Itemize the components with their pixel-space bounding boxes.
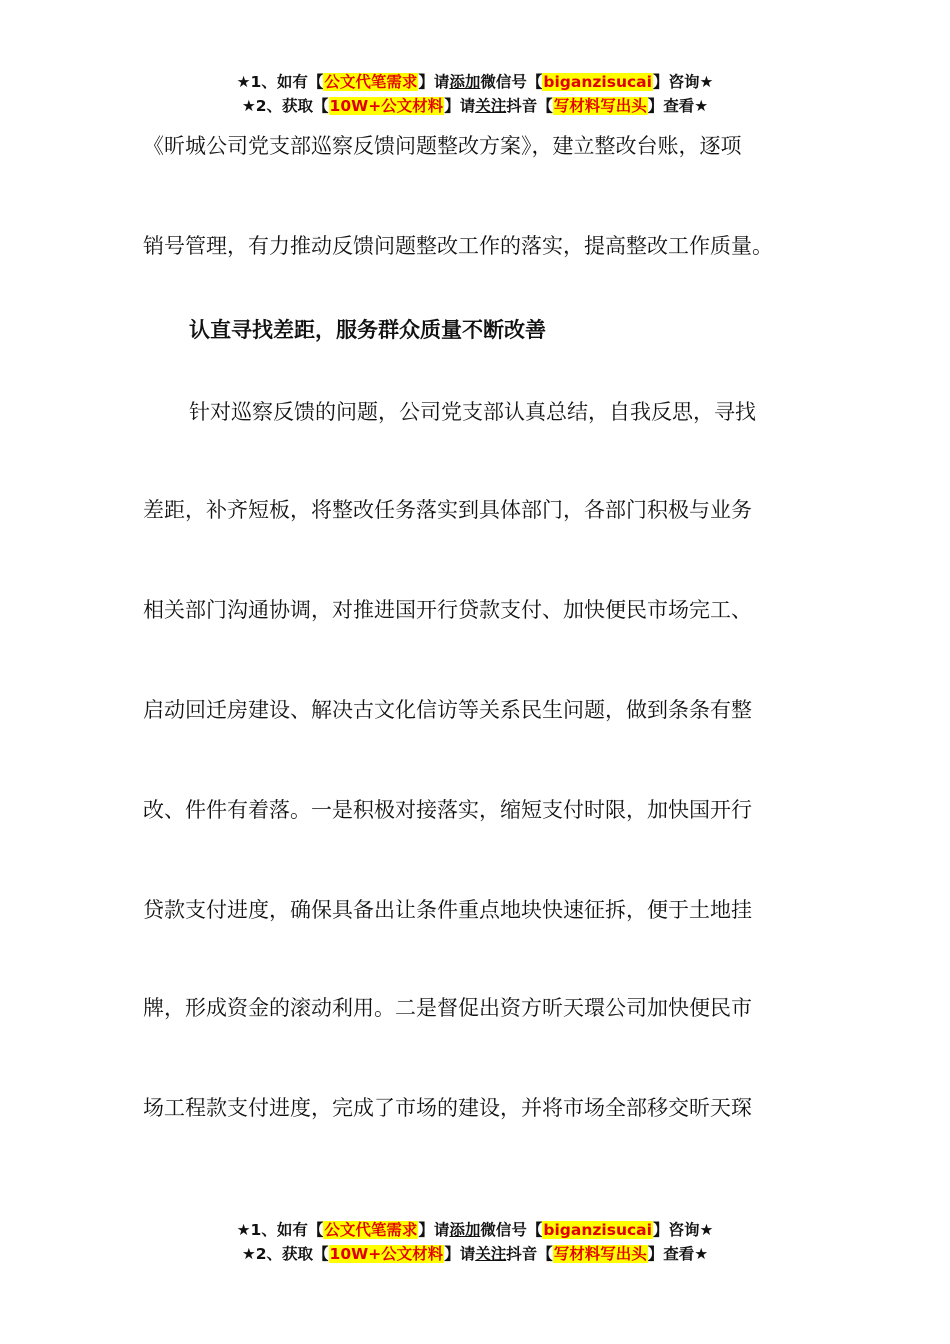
promo-line-1: ★1、如有【公文代笔需求】请添加微信号【biganzisucai】咨询★ — [236, 73, 714, 91]
body-line: 销号管理，有力推动反馈问题整改工作的落实，提高整改工作质量。 — [143, 234, 773, 258]
highlight-service: 公文代笔需求 — [324, 73, 418, 91]
top-promo-banner — [0, 70, 950, 118]
section-heading: 认直寻找差距，服务群众质量不断改善 — [189, 318, 546, 342]
body-line: 差距，补齐短板，将整改任务落实到具体部门，各部门积极与业务 — [143, 498, 752, 522]
highlight-service: 公文代笔需求 — [324, 1221, 418, 1239]
body-line: 场工程款支付进度，完成了市场的建设，并将市场全部移交昕天琛 — [143, 1096, 752, 1120]
promo-line-2: ★2、获取【10W+公文材料】请关注抖音【写材料写出头】查看★ — [241, 1245, 709, 1263]
promo-line-2: ★2、获取【10W+公文材料】请关注抖音【写材料写出头】查看★ — [241, 97, 709, 115]
body-line: 牌，形成资金的滚动利用。二是督促出资方昕天環公司加快便民市 — [143, 996, 752, 1020]
highlight-wechat-id: biganzisucai — [543, 73, 652, 91]
highlight-materials: 10W+公文材料 — [329, 97, 444, 115]
body-line: 贷款支付进度，确保具备出让条件重点地块快速征拆，便于土地挂 — [143, 898, 752, 922]
body-line: 相关部门沟通协调，对推进国开行贷款支付、加快便民市场完工、 — [143, 598, 752, 622]
highlight-materials: 10W+公文材料 — [329, 1245, 444, 1263]
body-line: 针对巡察反馈的问题，公司党支部认真总结，自我反思，寻找 — [189, 400, 756, 424]
bottom-promo-banner — [0, 1218, 950, 1266]
body-line: 《昕城公司党支部巡察反馈问题整改方案》，建立整改台账，逐项 — [143, 134, 742, 158]
highlight-douyin-id: 写材料写出头 — [553, 1245, 647, 1263]
body-line: 启动回迁房建设、解决古文化信访等关系民生问题，做到条条有整 — [143, 698, 752, 722]
body-line: 改、件件有着落。一是积极对接落实，缩短支付时限，加快国开行 — [143, 798, 752, 822]
highlight-wechat-id: biganzisucai — [543, 1221, 652, 1239]
highlight-douyin-id: 写材料写出头 — [553, 97, 647, 115]
promo-line-1: ★1、如有【公文代笔需求】请添加微信号【biganzisucai】咨询★ — [236, 1221, 714, 1239]
